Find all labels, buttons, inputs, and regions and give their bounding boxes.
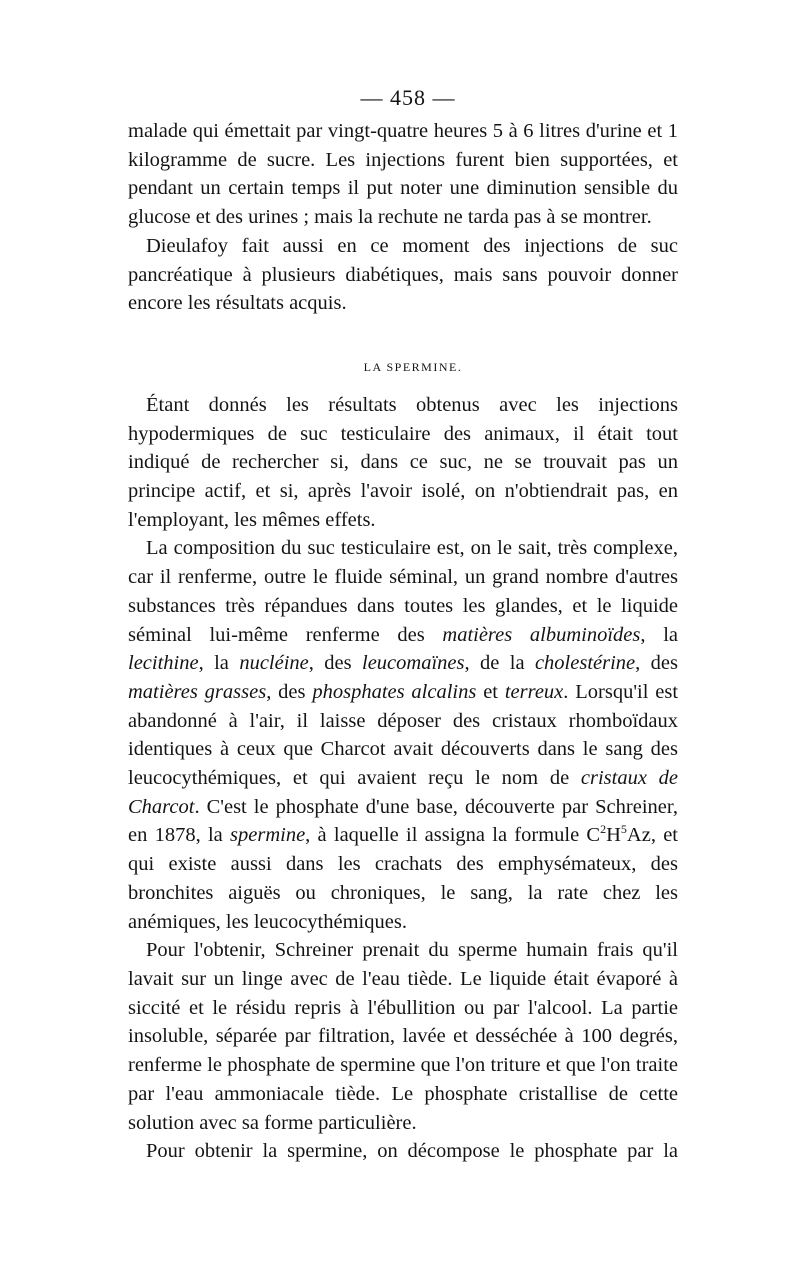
text-run: . C'est le phosphate d'une base, découverte par Schreiner, en 1878, la bbox=[128, 795, 678, 847]
text-run: Az, et qui existe aussi dans les crachats des emphysémateux, des bronchites aiguës ou chroniques, le sang, la rate chez les anémiques, les leucocythémiques. bbox=[128, 824, 678, 933]
italic-term: matières albuminoïdes bbox=[442, 623, 641, 646]
italic-term: leucomaïnes bbox=[362, 652, 465, 675]
section-title: LA SPERMINE. bbox=[363, 359, 463, 374]
italic-term: phosphates alcalins bbox=[312, 680, 477, 703]
italic-term: cholestérine bbox=[534, 652, 636, 675]
text-run: , de la bbox=[464, 652, 535, 675]
paragraph-composition bbox=[128, 534, 678, 936]
italic-term: matières grasses bbox=[128, 680, 267, 703]
paragraph-dieulafoy: Dieulafoy fait aussi en ce moment des injections de suc pancréatique à plusieurs diabétiques, mais sans pouvoir donner encore les résultats acquis. bbox=[128, 234, 678, 315]
paragraph-intro: Étant donnés les résultats obtenus avec les injections hypodermiques de suc testiculaire des animaux, il était tout indiqué de rechercher si, dans ce suc, ne se trouvait pas un principe actif, et si, après l'avoir isolé, on n'obtiendrait pas, en l'employant, les mêmes effets. bbox=[128, 393, 678, 531]
text-run: H bbox=[606, 824, 621, 847]
text-run: , des bbox=[308, 652, 363, 675]
text-run: , la bbox=[640, 623, 679, 646]
spacer bbox=[128, 318, 678, 336]
text-run: La composition du suc testiculaire est, on le sait, très complexe, car il renferme, outre le fluide séminal, un grand nombre d'autres substances très répandues dans toutes les glandes, et le liquide séminal lui-même renferme des bbox=[128, 537, 678, 646]
italic-term: nucléine bbox=[239, 652, 309, 675]
italic-term: spermine bbox=[230, 824, 306, 847]
italic-term: lecithine bbox=[128, 652, 199, 675]
formula-superscript: 5 bbox=[620, 822, 627, 837]
text-run: , la bbox=[198, 652, 240, 675]
text-run: , des bbox=[635, 652, 679, 675]
paragraph-continuation: malade qui émettait par vingt-quatre heures 5 à 6 litres d'urine et 1 kilogramme de sucre. Les injections furent bien supportées, et pendant un certain temps il put noter une diminution sensible du glucose et des urines ; mais la rechute ne tarda pas à se montrer. bbox=[128, 120, 678, 229]
italic-term: terreux bbox=[504, 680, 564, 703]
page-number: — 458 — bbox=[360, 85, 456, 110]
paragraph-obtaining: Pour l'obtenir, Schreiner prenait du sperme humain frais qu'il lavait sur un linge avec de l'eau tiède. Le liquide était évaporé à siccité et le résidu repris à l'ébullition ou par l'alcool. La partie insoluble, séparée par filtration, lavée et desséchée à 100 degrés, renferme le phosphate de spermine que l'on triture et que l'on traite par l'eau ammoniacale tiède. Le phosphate cristallise de cette solution avec sa forme particulière. bbox=[128, 939, 678, 1134]
book-page bbox=[128, 85, 678, 1166]
text-run: et bbox=[476, 680, 505, 703]
text-run: . Lorsqu'il est abandonné à l'air, il laisse déposer des cristaux rhomboïdaux identiques à ceux que Charcot avait découverts dans le sang des leucocythémiques, et qui avaient reçu le nom de bbox=[128, 680, 679, 790]
text-run: , des bbox=[266, 680, 313, 703]
formula-superscript: 2 bbox=[600, 822, 607, 837]
italic-term: cristaux de Charcot bbox=[128, 767, 678, 818]
paragraph-spermine-decomposition: Pour obtenir la spermine, on décompose le phosphate par la bbox=[146, 1140, 678, 1163]
text-run: , à laquelle il assigna la formule C bbox=[305, 824, 601, 847]
